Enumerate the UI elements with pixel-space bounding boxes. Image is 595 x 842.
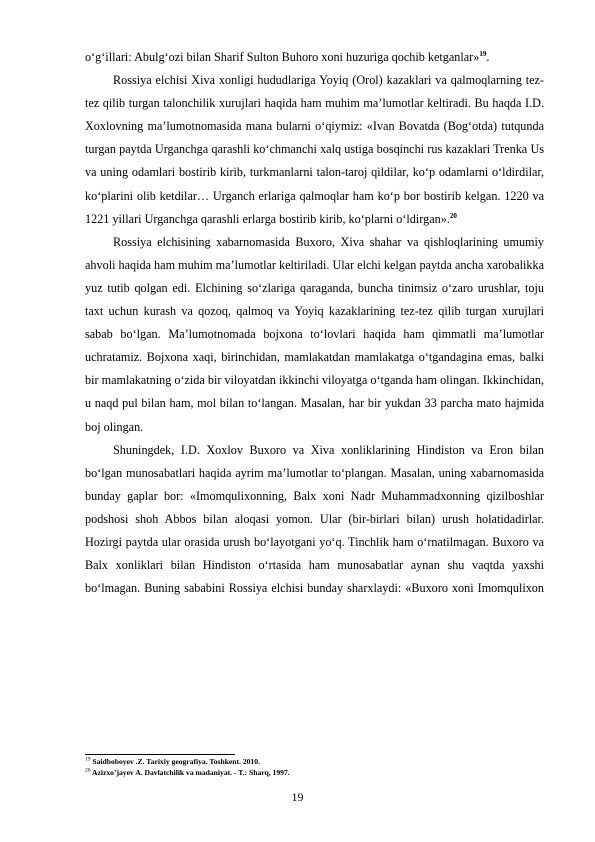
paragraph-2-text: Rossiya elchisi Xiva xonligi hududlariga Yoyiq (Orol) kazaklari va qalmoqlarning tez-tez qilib turgan talonchilik xurujlari haqida ham muhim ma’lumotlar keltiradi. Bu haqda I.D. Xoxlovning ma’lumotnomasida mana bularni o‘qiymiz: «Ivan Bovatda (Bog‘otda) tutqunda turgan paytda Urganchga qarashli ko‘chmanchi xalq ustiga bosqinchi rus kazaklari Trenka Us va uning odamlari bostirib kirib, turkmanlarni talon-taroj qildilar, ko‘p odamlarni o‘ldirdilar, ko‘plarini olib ketdilar… Urganch erlariga qalmoqlar ham ko‘p bor bostirib kelgan. 1220 va 1221 yillari Urganchga qarashli erlarga bostirib kirib, ko‘plarni o‘ldirgan». xyxy=(85,73,544,226)
footnote-ref-19[interactable]: 19 xyxy=(479,49,487,58)
footnote-19-text: Saidboboyev .Z. Tarixiy geografiya. Toshkent. 2010. xyxy=(92,757,260,766)
paragraph-3-text: Rossiya elchisining xabarnomasida Buxoro, Xiva shahar va qishloqlarining umumiy ahvoli haqida ham muhim ma’lumotlar keltiriladi. Ular elchi kelgan paytda ancha xarobalikka yuz tutib qolgan edi. Elchining so‘zlariga qaraganda, buncha tinimsiz o‘zaro urushlar, toju taxt uchun kurash va qozoq, qalmoq va Yoyiq kazaklarining tez-tez qilib turgan xurujlari sabab bo‘lgan. Ma’lumotnomada bojxona to‘lovlari haqida ham qimmatli ma’lumotlar uchratamiz. Bojxona xaqi, birinchidan, mamlakatdan mamlakatga o‘tgandagina emas, balki bir mamlakatning o‘zida bir viloyatdan ikkinchi viloyatga o‘tganda ham olingan. Ikkinchidan, u naqd pul bilan ham, mol bilan to‘langan. Masalan, har bir yukdan 33 parcha mato hajmida boj olingan. xyxy=(85,234,544,434)
footnote-20-number: 20 xyxy=(85,766,91,773)
paragraph-4 xyxy=(85,439,544,601)
paragraph-3 xyxy=(85,231,544,439)
paragraph-1-text: o‘g‘illari: Abulg‘ozi bilan Sharif Sulton Buhoro xoni huzuriga qochib ketganlar» xyxy=(85,50,480,64)
paragraph-4-text: Shuningdek, I.D. Xoxlov Buxoro va Xiva xonliklarining Hindiston va Eron bilan bo‘lgan munosabatlari haqida ayrim ma’lumotlar to‘plangan. Masalan, uning xabarnomasida bunday gaplar bor: «Imomqulixonning, Balx xoni Nadr Muhammadxonning qizilboshlar podshosi shoh Abbos bilan aloqasi yomon. Ular (bir-birlari bilan) urush holatidadirlar. Hozirgi paytda ular orasida urush bo‘layotgani yo‘q. Tinchlik ham o‘rnatilmagan. Buxoro va Balx xonliklari bilan Hindiston o‘rtasida ham munosabatlar aynan shu vaqtda yaxshi bo‘lmagan. Buning sababini Rossiya elchisi bunday sharxlaydi: «Buxoro xoni Imomqulixon xyxy=(85,442,544,596)
footnote-19 xyxy=(85,757,544,768)
footnote-ref-20[interactable]: 20 xyxy=(449,211,457,220)
page-number: 19 xyxy=(291,790,304,804)
footnote-separator xyxy=(85,754,235,755)
paragraph-1-tail: . xyxy=(486,50,490,64)
footnote-20 xyxy=(85,768,544,779)
footnote-19-number: 19 xyxy=(85,756,91,763)
footnote-20-text: Azizxo’jayev A. Davlatchilik va madaniyat. - T.: Sharq, 1997. xyxy=(91,767,290,777)
page-body xyxy=(85,46,544,600)
paragraph-1 xyxy=(85,46,544,69)
paragraph-2 xyxy=(85,69,544,231)
footnotes xyxy=(85,757,544,778)
